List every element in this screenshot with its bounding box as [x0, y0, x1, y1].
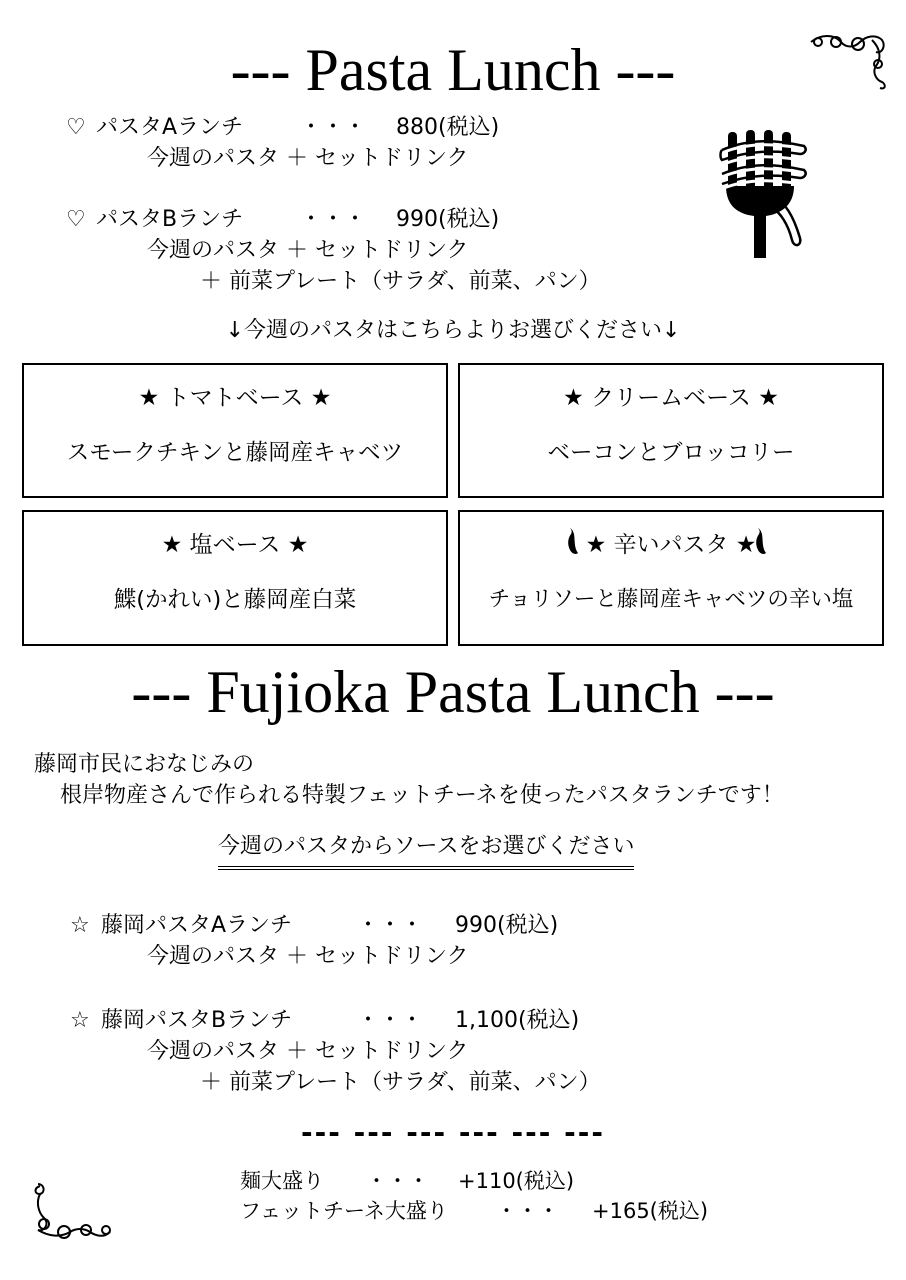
menu-box-salt [22, 510, 448, 646]
fujioka-lunch-a-mark: ☆ [70, 913, 90, 938]
box-heading: ★ トマトベース ★ [138, 385, 332, 411]
chili-pepper-icon [564, 526, 580, 556]
fujioka-lunch-b-name: 藤岡パスタBランチ [101, 1008, 293, 1033]
choose-sauce-note: 今週のパスタからソースをお選びください [218, 834, 634, 870]
box-heading: ★ 辛いパスタ ★ [585, 532, 757, 558]
menu-box-tomato [22, 363, 448, 498]
choose-pasta-note: ↓今週のパスタはこちらよりお選びください↓ [225, 318, 681, 343]
fujioka-lunch-b-mark: ☆ [70, 1008, 90, 1033]
box-heading: ★ クリームベース ★ [563, 385, 779, 411]
box-dish: スモークチキンと藤岡産キャベツ [66, 440, 404, 466]
extra-2-price: +165(税込) [592, 1199, 709, 1223]
extra-1-price: +110(税込) [458, 1169, 575, 1193]
extra-2-dots: ・・・ [496, 1199, 559, 1223]
ornament-bottom-left-icon [30, 1180, 116, 1244]
box-dish: チョリソーと藤岡産キャベツの辛い塩 [488, 587, 854, 612]
dash-divider: --- --- --- --- --- --- [301, 1116, 605, 1149]
box-heading: ★ 塩ベース ★ [161, 532, 309, 558]
fujioka-pasta-lunch-title: --- Fujioka Pasta Lunch --- [131, 659, 775, 725]
intro-line-1: 藤岡市民におなじみの [34, 752, 255, 777]
menu-box-spicy [458, 510, 884, 646]
extra-2-name: フェットチーネ大盛り [240, 1199, 448, 1223]
lunch-b-dots: ・・・ [300, 207, 367, 232]
lunch-a-dots: ・・・ [300, 115, 367, 140]
fujioka-lunch-b-detail: 今週のパスタ ＋ セットドリンク [147, 1039, 469, 1064]
lunch-a-detail: 今週のパスタ ＋ セットドリンク [147, 146, 469, 171]
fujioka-lunch-a-dots: ・・・ [357, 913, 424, 938]
extra-1-name: 麺大盛り [240, 1169, 324, 1193]
pasta-lunch-title: --- Pasta Lunch --- [230, 37, 676, 103]
lunch-b-name: パスタBランチ [96, 207, 244, 232]
fujioka-lunch-b-detail2: ＋ 前菜プレート（サラダ、前菜、パン） [200, 1070, 601, 1095]
fujioka-lunch-b-dots: ・・・ [357, 1008, 424, 1033]
box-dish: 鰈(かれい)と藤岡産白菜 [113, 587, 357, 613]
lunch-b-detail2: ＋ 前菜プレート（サラダ、前菜、パン） [200, 269, 601, 294]
box-dish: ベーコンとブロッコリー [547, 440, 795, 466]
lunch-a-name: パスタAランチ [96, 115, 244, 140]
lunch-b-detail: 今週のパスタ ＋ セットドリンク [147, 238, 469, 263]
lunch-a-mark: ♡ [66, 115, 86, 140]
fork-pasta-icon [720, 128, 810, 260]
lunch-b-mark: ♡ [66, 207, 86, 232]
intro-line-2: 根岸物産さんで作られる特製フェットチーネを使ったパスタランチです！ [60, 783, 784, 808]
fujioka-lunch-a-price: 990(税込) [455, 913, 559, 938]
fujioka-lunch-a-detail: 今週のパスタ ＋ セットドリンク [147, 944, 469, 969]
menu-box-cream [458, 363, 884, 498]
lunch-a-price: 880(税込) [396, 115, 500, 140]
chili-pepper-icon [752, 526, 768, 556]
lunch-b-price: 990(税込) [396, 207, 500, 232]
fujioka-lunch-b-price: 1,100(税込) [455, 1008, 580, 1033]
extra-1-dots: ・・・ [366, 1169, 429, 1193]
fujioka-lunch-a-name: 藤岡パスタAランチ [101, 913, 293, 938]
